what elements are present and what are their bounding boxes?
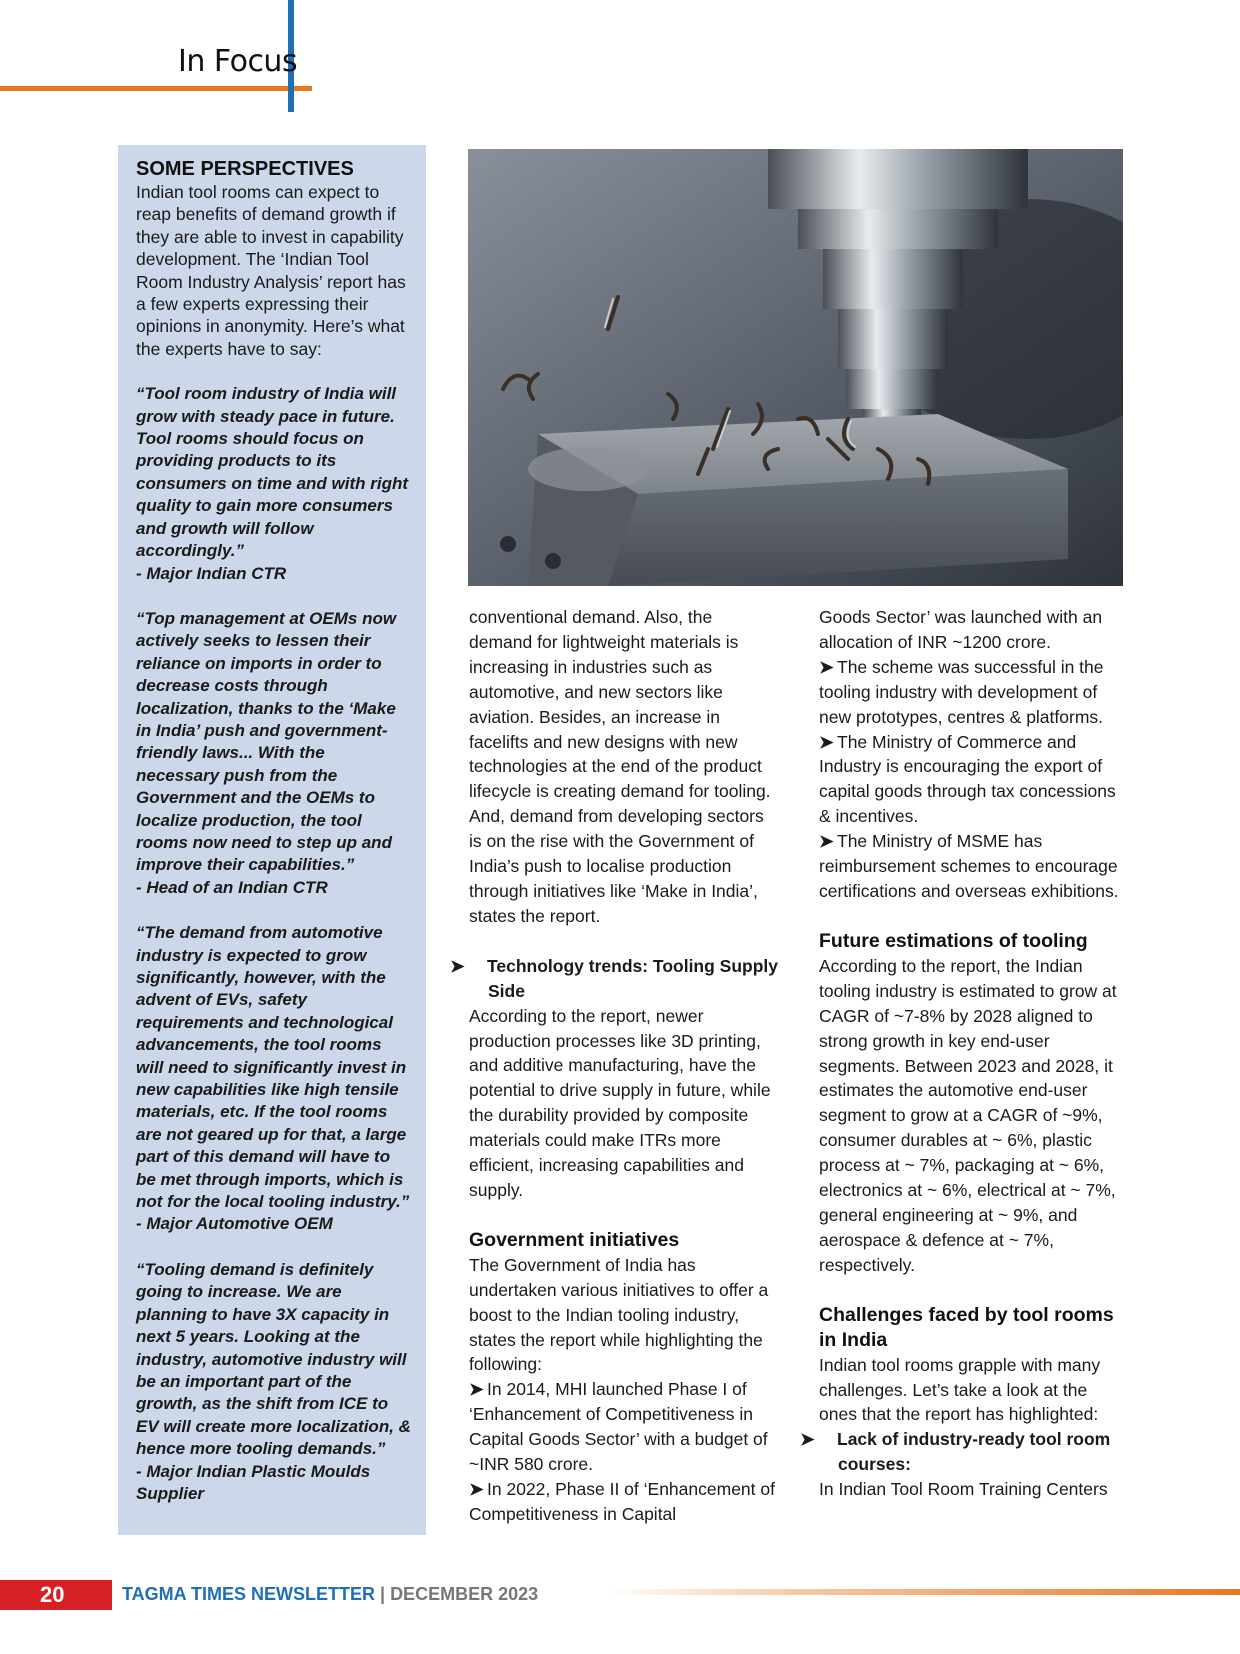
tech-trends-heading: [450, 954, 779, 1004]
paragraph: Indian tool rooms grapple with many challenges. Let’s take a look at the ones that the report has highlighted:: [819, 1354, 1101, 1425]
bullet-item: [469, 1477, 779, 1527]
quote-source: - Major Automotive OEM: [136, 1214, 333, 1234]
arrowhead-right-icon: ➤: [469, 1479, 484, 1499]
expert-quote: [136, 608, 412, 899]
footer-gradient-rule: [608, 1589, 1240, 1595]
article-column-1: [450, 605, 779, 1527]
paragraph: The Government of India has undertaken various initiatives to offer a boost to the Indian tooling industry, states the report while highlighting the following:: [469, 1254, 769, 1375]
quote-text: “Top management at OEMs now actively seeks to lessen their reliance on imports in order to decrease costs through localization, thanks to the ‘Make in India’ push and government-friendly laws... With the necessary push from the Government and the OEMs to localize production, the tool rooms now need to step up and improve their capabilities.”: [136, 608, 397, 875]
quote-source: - Head of an Indian CTR: [136, 877, 328, 897]
gov-initiatives-heading: Government initiatives: [469, 1228, 680, 1251]
tech-trends-heading-text: Technology trends: Tooling Supply Side: [487, 955, 779, 1001]
bullet-text: The Ministry of MSME has reimbursement schemes to encourage certifications and overseas exhibitions.: [819, 831, 1119, 901]
bullet-text: In 2014, MHI launched Phase I of ‘Enhancement of Competitiveness in Capital Goods Sector’ with a budget of ~INR 580 crore.: [469, 1379, 768, 1475]
bullet-item: [819, 730, 1129, 830]
quote-text: “The demand from automotive industry is expected to grow significantly, however, with the advent of EVs, safety requirements and technological advancements, the tool rooms will need to significantly invest in new capabilities like high tensile materials, etc. If the tool rooms are not geared up for that, a large part of this demand will have to be met through imports, which is not for the local tooling industry.”: [136, 923, 410, 1212]
bullet-item: [819, 829, 1129, 904]
footer-publication: [122, 1584, 538, 1605]
paragraph: According to the report, newer production processes like 3D printing, and additive manufacturing, have the potential to drive supply in future, while the durability provided by composite materials could make ITRs more efficient, increasing capabilities and supply.: [469, 1005, 771, 1200]
section-title: In Focus: [178, 44, 298, 79]
page-number: 20: [40, 1582, 65, 1607]
paragraph: In Indian Tool Room Training Centers: [819, 1479, 1108, 1500]
arrowhead-right-icon: ➤: [819, 831, 834, 852]
expert-quote: [136, 1259, 412, 1505]
future-estimations-heading: Future estimations of tooling: [819, 929, 1088, 952]
arrowhead-right-icon: ➤: [450, 955, 465, 976]
paragraph: Goods Sector’ was launched with an allocation of INR ~1200 crore.: [819, 607, 1103, 652]
quote-text: “Tool room industry of India will grow with steady pace in future. Tool rooms should focus on providing products to its consumers on time and with right quality to gain more consumers and growth will follow accordingly.”: [136, 384, 409, 561]
sidebar-intro: Indian tool rooms can expect to reap benefits of demand growth if they are able to invest in capability development. The ‘Indian Tool Room Industry Analysis’ report has a few experts expressing their opinions in anonymity. Here’s what the experts have to say:: [136, 182, 406, 359]
bullet-item: [469, 1377, 779, 1477]
article-column-2: [800, 605, 1129, 1502]
perspectives-sidebar: [118, 145, 426, 1535]
sidebar-title: SOME PERSPECTIVES: [136, 158, 354, 180]
quote-source: - Major Indian CTR: [136, 563, 287, 583]
arrowhead-right-icon: ➤: [819, 656, 834, 677]
publication-name: TAGMA TIMES NEWSLETTER: [122, 1584, 375, 1604]
arrowhead-right-icon: ➤: [800, 1429, 815, 1450]
cnc-milling-illustration: [468, 149, 1123, 586]
expert-quote: [136, 383, 412, 585]
paragraph: conventional demand. Also, the demand for lightweight materials is increasing in industries such as automotive, and new sectors like aviation. Besides, an increase in facelifts and new designs with new technologies at the end of the product lifecycle is creating demand for tooling. And, demand from developing sectors is on the rise with the Government of India’s push to localise production through initiatives like ‘Make in India’, states the report.: [469, 607, 771, 926]
arrowhead-right-icon: ➤: [819, 731, 834, 752]
expert-quote: [136, 922, 412, 1236]
issue-date: DECEMBER 2023: [390, 1584, 539, 1604]
arrowhead-right-icon: ➤: [469, 1379, 484, 1400]
quote-source: - Major Indian Plastic Moulds Supplier: [136, 1461, 371, 1503]
bullet-item: [800, 1427, 1129, 1477]
quote-text: “Tooling demand is definitely going to increase. We are planning to have 3X capacity in next 5 years. Looking at the industry, automotive industry will be an important part of the growth, as the shift from ICE to EV will create more localization, & hence more tooling demands.”: [136, 1259, 411, 1459]
header-orange-rule: [0, 86, 312, 91]
paragraph: According to the report, the Indian tooling industry is estimated to grow at CAGR of ~7-8% by 2028 aligned to strong growth in key end-user segments. Between 2023 and 2028, it estimates the automotive end-user segment to grow at a CAGR of ~9%, consumer durables at ~ 6%, plastic process at ~ 7%, packaging at ~ 6%, electronics at ~ 6%, electrical at ~ 7%, general engineering at ~ 9%, and aerospace & defence at ~ 7%, respectively.: [819, 955, 1117, 1275]
bullet-text: The scheme was successful in the tooling industry with development of new prototypes, centres & platforms.: [819, 656, 1104, 727]
footer-separator: |: [380, 1584, 386, 1604]
cnc-milling-photo: [468, 149, 1123, 586]
bullet-text: In 2022, Phase II of ‘Enhancement of Competitiveness in Capital: [469, 1479, 775, 1524]
bullet-item: [819, 655, 1129, 730]
bullet-text: The Ministry of Commerce and Industry is encouraging the export of capital goods through tax concessions & incentives.: [819, 731, 1116, 827]
bullet-text: Lack of industry-ready tool room courses:: [837, 1429, 1111, 1475]
challenges-heading: Challenges faced by tool rooms in India: [819, 1303, 1114, 1351]
